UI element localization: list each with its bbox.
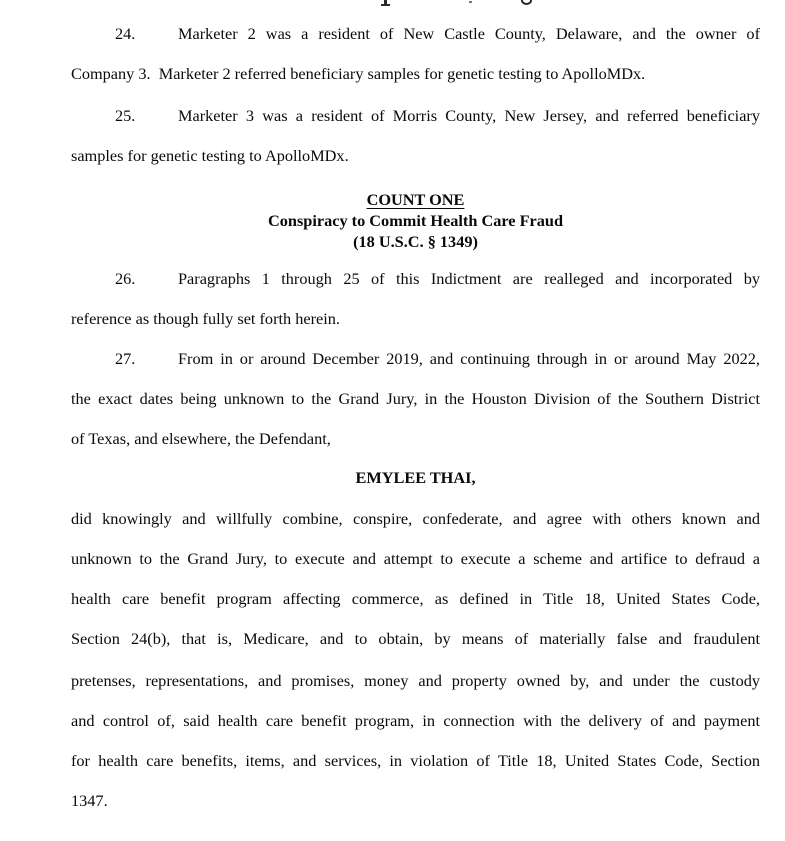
paragraph-number: 25.: [115, 106, 136, 125]
paragraph-text: From in or around December 2019, and continuing through in or around May 2022,: [178, 349, 760, 368]
paragraph-27-line-1: [71, 349, 760, 369]
paragraph-27-line-3: of Texas, and elsewhere, the Defendant,: [71, 429, 331, 448]
paragraph-24-line-1: [71, 24, 760, 44]
paragraph-text: Marketer 2 was a resident of New Castle County, Delaware, and the owner of: [178, 24, 760, 43]
defendant-name: EMYLEE THAI,: [355, 468, 476, 487]
clipped-text-fragment: [469, 1, 472, 3]
count-one-title: Conspiracy to Commit Health Care Fraud: [268, 211, 563, 230]
paragraph-27-line-2: the exact dates being unknown to the Grand Jury, in the Houston Division of the Southern District: [71, 389, 760, 408]
paragraph-24-line-2: Company 3. Marketer 2 referred beneficiary samples for genetic testing to ApolloMDx.: [71, 64, 646, 83]
charging-paragraph-line-7: for health care benefits, items, and services, in violation of Title 18, United States Code, Section: [71, 751, 760, 770]
charging-paragraph-line-5: pretenses, representations, and promises, money and property owned by, and under the custody: [71, 671, 760, 690]
charging-paragraph-line-3: health care benefit program affecting commerce, as defined in Title 18, United States Code,: [71, 589, 760, 608]
clipped-text-fragment: [381, 4, 390, 6]
count-one-heading: [71, 190, 760, 210]
paragraph-26-line-2: reference as though fully set forth herein.: [71, 309, 340, 328]
paragraph-26-line-1: [71, 269, 760, 289]
paragraph-25-line-2: samples for genetic testing to ApolloMDx.: [71, 146, 349, 165]
paragraph-number: 27.: [115, 349, 136, 368]
paragraph-text: Paragraphs 1 through 25 of this Indictment are realleged and incorporated by: [178, 269, 760, 288]
clipped-text-fragment: [521, 0, 532, 5]
charging-paragraph-line-6: and control of, said health care benefit program, in connection with the delivery of and payment: [71, 711, 760, 730]
paragraph-text: Marketer 3 was a resident of Morris County, New Jersey, and referred beneficiary: [178, 106, 760, 125]
charging-paragraph-line-1: did knowingly and willfully combine, conspire, confederate, and agree with others known and: [71, 509, 760, 528]
statute-citation: (18 U.S.C. § 1349): [353, 232, 478, 251]
paragraph-25-line-1: [71, 106, 760, 126]
charging-paragraph-line-4: Section 24(b), that is, Medicare, and to obtain, by means of materially false and fraudulent: [71, 629, 760, 648]
charging-paragraph-line-8: 1347.: [71, 791, 108, 810]
charging-paragraph-line-2: unknown to the Grand Jury, to execute and attempt to execute a scheme and artifice to defraud a: [71, 549, 760, 568]
heading-text: COUNT ONE: [366, 190, 465, 209]
paragraph-number: 26.: [115, 269, 136, 288]
paragraph-number: 24.: [115, 24, 136, 43]
